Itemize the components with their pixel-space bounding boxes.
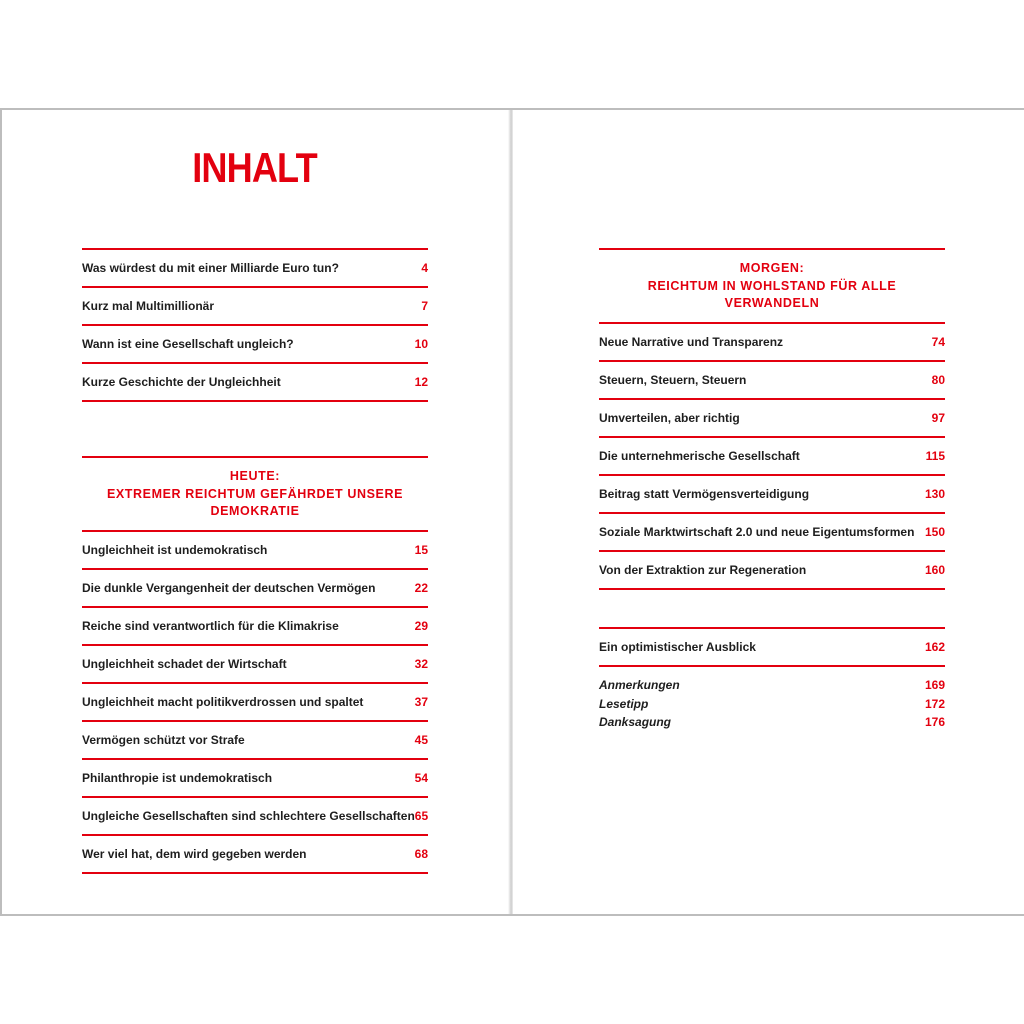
section-heading-line: HEUTE: bbox=[229, 469, 281, 483]
toc-section-morgen bbox=[599, 248, 945, 590]
toc-entry-title: Kurz mal Multimillionär bbox=[82, 299, 215, 313]
toc-entry-page: 65 bbox=[414, 808, 429, 823]
back-matter-title: Danksagung bbox=[599, 715, 672, 730]
toc-entry[interactable] bbox=[599, 629, 945, 667]
toc-entry-title: Was würdest du mit einer Milliarde Euro tun? bbox=[82, 261, 339, 275]
toc-entry-page: 10 bbox=[414, 337, 428, 351]
toc-entry[interactable] bbox=[82, 760, 428, 798]
toc-entry-title: Ungleichheit schadet der Wirtschaft bbox=[82, 656, 287, 671]
toc-entry-title: Die dunkle Vergangenheit der deutschen Vermögen bbox=[82, 580, 376, 595]
toc-entry[interactable] bbox=[82, 532, 428, 570]
toc-entry-page: 45 bbox=[414, 732, 428, 747]
toc-entry[interactable] bbox=[599, 476, 945, 514]
toc-entry-title: Ungleichheit macht politikverdrossen und spaltet bbox=[82, 694, 364, 709]
page-title: INHALT bbox=[192, 144, 317, 191]
back-matter-title: Anmerkungen bbox=[599, 678, 680, 693]
toc-entry-page: 54 bbox=[414, 770, 428, 785]
toc-entry-page: 29 bbox=[414, 618, 428, 633]
section-heading-line: REICHTUM IN WOHLSTAND FÜR ALLE VERWANDELN bbox=[647, 278, 897, 310]
back-matter-entry[interactable] bbox=[599, 695, 945, 714]
toc-entry-title: Reiche sind verantwortlich für die Klimakrise bbox=[82, 618, 339, 633]
toc-entry[interactable] bbox=[82, 646, 428, 684]
toc-entry[interactable] bbox=[82, 608, 428, 646]
toc-entry-page: 97 bbox=[931, 410, 945, 425]
toc-entry-page: 160 bbox=[924, 562, 945, 577]
toc-entry[interactable] bbox=[82, 836, 428, 874]
toc-entry[interactable] bbox=[599, 362, 945, 400]
toc-entry-title: Kurze Geschichte der Ungleichheit bbox=[82, 375, 281, 389]
toc-entry-page: 80 bbox=[931, 372, 945, 387]
toc-entry[interactable] bbox=[599, 324, 945, 362]
section-heading bbox=[82, 458, 428, 532]
toc-entry-page: 12 bbox=[414, 375, 428, 389]
toc-entry-title: Wer viel hat, dem wird gegeben werden bbox=[82, 846, 307, 861]
toc-entry-title: Ungleiche Gesellschaften sind schlechtere Gesellschaften bbox=[82, 808, 415, 823]
toc-section-heute bbox=[82, 456, 428, 874]
back-matter-page: 176 bbox=[924, 715, 945, 730]
toc-entry-page: 150 bbox=[924, 524, 945, 539]
right-page bbox=[513, 110, 1024, 914]
toc-entry-title: Umverteilen, aber richtig bbox=[599, 410, 740, 425]
back-matter-title: Lesetipp bbox=[599, 696, 649, 711]
toc-entry[interactable] bbox=[599, 514, 945, 552]
toc-section-intro bbox=[82, 248, 428, 402]
toc-entry-page: 37 bbox=[414, 694, 428, 709]
toc-entry-page: 32 bbox=[414, 656, 428, 671]
toc-entry[interactable] bbox=[599, 552, 945, 590]
toc-back-matter bbox=[599, 676, 945, 732]
section-heading-line: MORGEN: bbox=[739, 261, 805, 275]
back-matter-page: 172 bbox=[924, 696, 945, 711]
toc-entry[interactable] bbox=[82, 722, 428, 760]
toc-entry-title: Die unternehmerische Gesellschaft bbox=[599, 448, 800, 463]
toc-entry-title: Ein optimistischer Ausblick bbox=[599, 640, 756, 654]
toc-entry-title: Neue Narrative und Transparenz bbox=[599, 334, 784, 349]
toc-entry-page: 15 bbox=[414, 542, 428, 557]
toc-entry[interactable] bbox=[599, 400, 945, 438]
toc-entry-page: 22 bbox=[414, 580, 428, 595]
toc-entry-page: 68 bbox=[414, 846, 428, 861]
section-heading bbox=[599, 250, 945, 324]
toc-entry[interactable] bbox=[82, 798, 428, 836]
toc-entry[interactable] bbox=[599, 438, 945, 476]
toc-entry[interactable] bbox=[82, 570, 428, 608]
section-heading-line: EXTREMER REICHTUM GEFÄHRDET UNSERE DEMOKRATIE bbox=[106, 486, 404, 518]
toc-section-ausblick bbox=[599, 627, 945, 667]
toc-entry-title: Soziale Marktwirtschaft 2.0 und neue Eigentumsformen bbox=[599, 524, 915, 539]
toc-entry-title: Vermögen schützt vor Strafe bbox=[82, 732, 245, 747]
back-matter-page: 169 bbox=[924, 678, 945, 693]
toc-entry-page: 130 bbox=[924, 486, 945, 501]
toc-entry[interactable] bbox=[82, 288, 428, 326]
toc-entry-page: 4 bbox=[421, 261, 428, 275]
toc-entry-page: 7 bbox=[421, 299, 428, 313]
toc-entry-page: 162 bbox=[924, 640, 945, 654]
toc-entry[interactable] bbox=[82, 326, 428, 364]
toc-entry-title: Beitrag statt Vermögensverteidigung bbox=[599, 486, 810, 501]
toc-entry-title: Steuern, Steuern, Steuern bbox=[599, 372, 747, 387]
toc-entry-page: 115 bbox=[925, 448, 945, 463]
back-matter-entry[interactable] bbox=[599, 676, 945, 695]
left-page bbox=[0, 110, 511, 914]
toc-entry[interactable] bbox=[82, 250, 428, 288]
back-matter-entry[interactable] bbox=[599, 713, 945, 732]
toc-entry-title: Ungleichheit ist undemokratisch bbox=[82, 542, 268, 557]
toc-entry-title: Wann ist eine Gesellschaft ungleich? bbox=[82, 337, 294, 351]
toc-entry-page: 74 bbox=[931, 334, 945, 349]
toc-entry-title: Von der Extraktion zur Regeneration bbox=[599, 562, 807, 577]
book-spread bbox=[0, 108, 1024, 916]
toc-entry-title: Philanthropie ist undemokratisch bbox=[82, 770, 273, 785]
toc-entry[interactable] bbox=[82, 684, 428, 722]
toc-entry[interactable] bbox=[82, 364, 428, 402]
